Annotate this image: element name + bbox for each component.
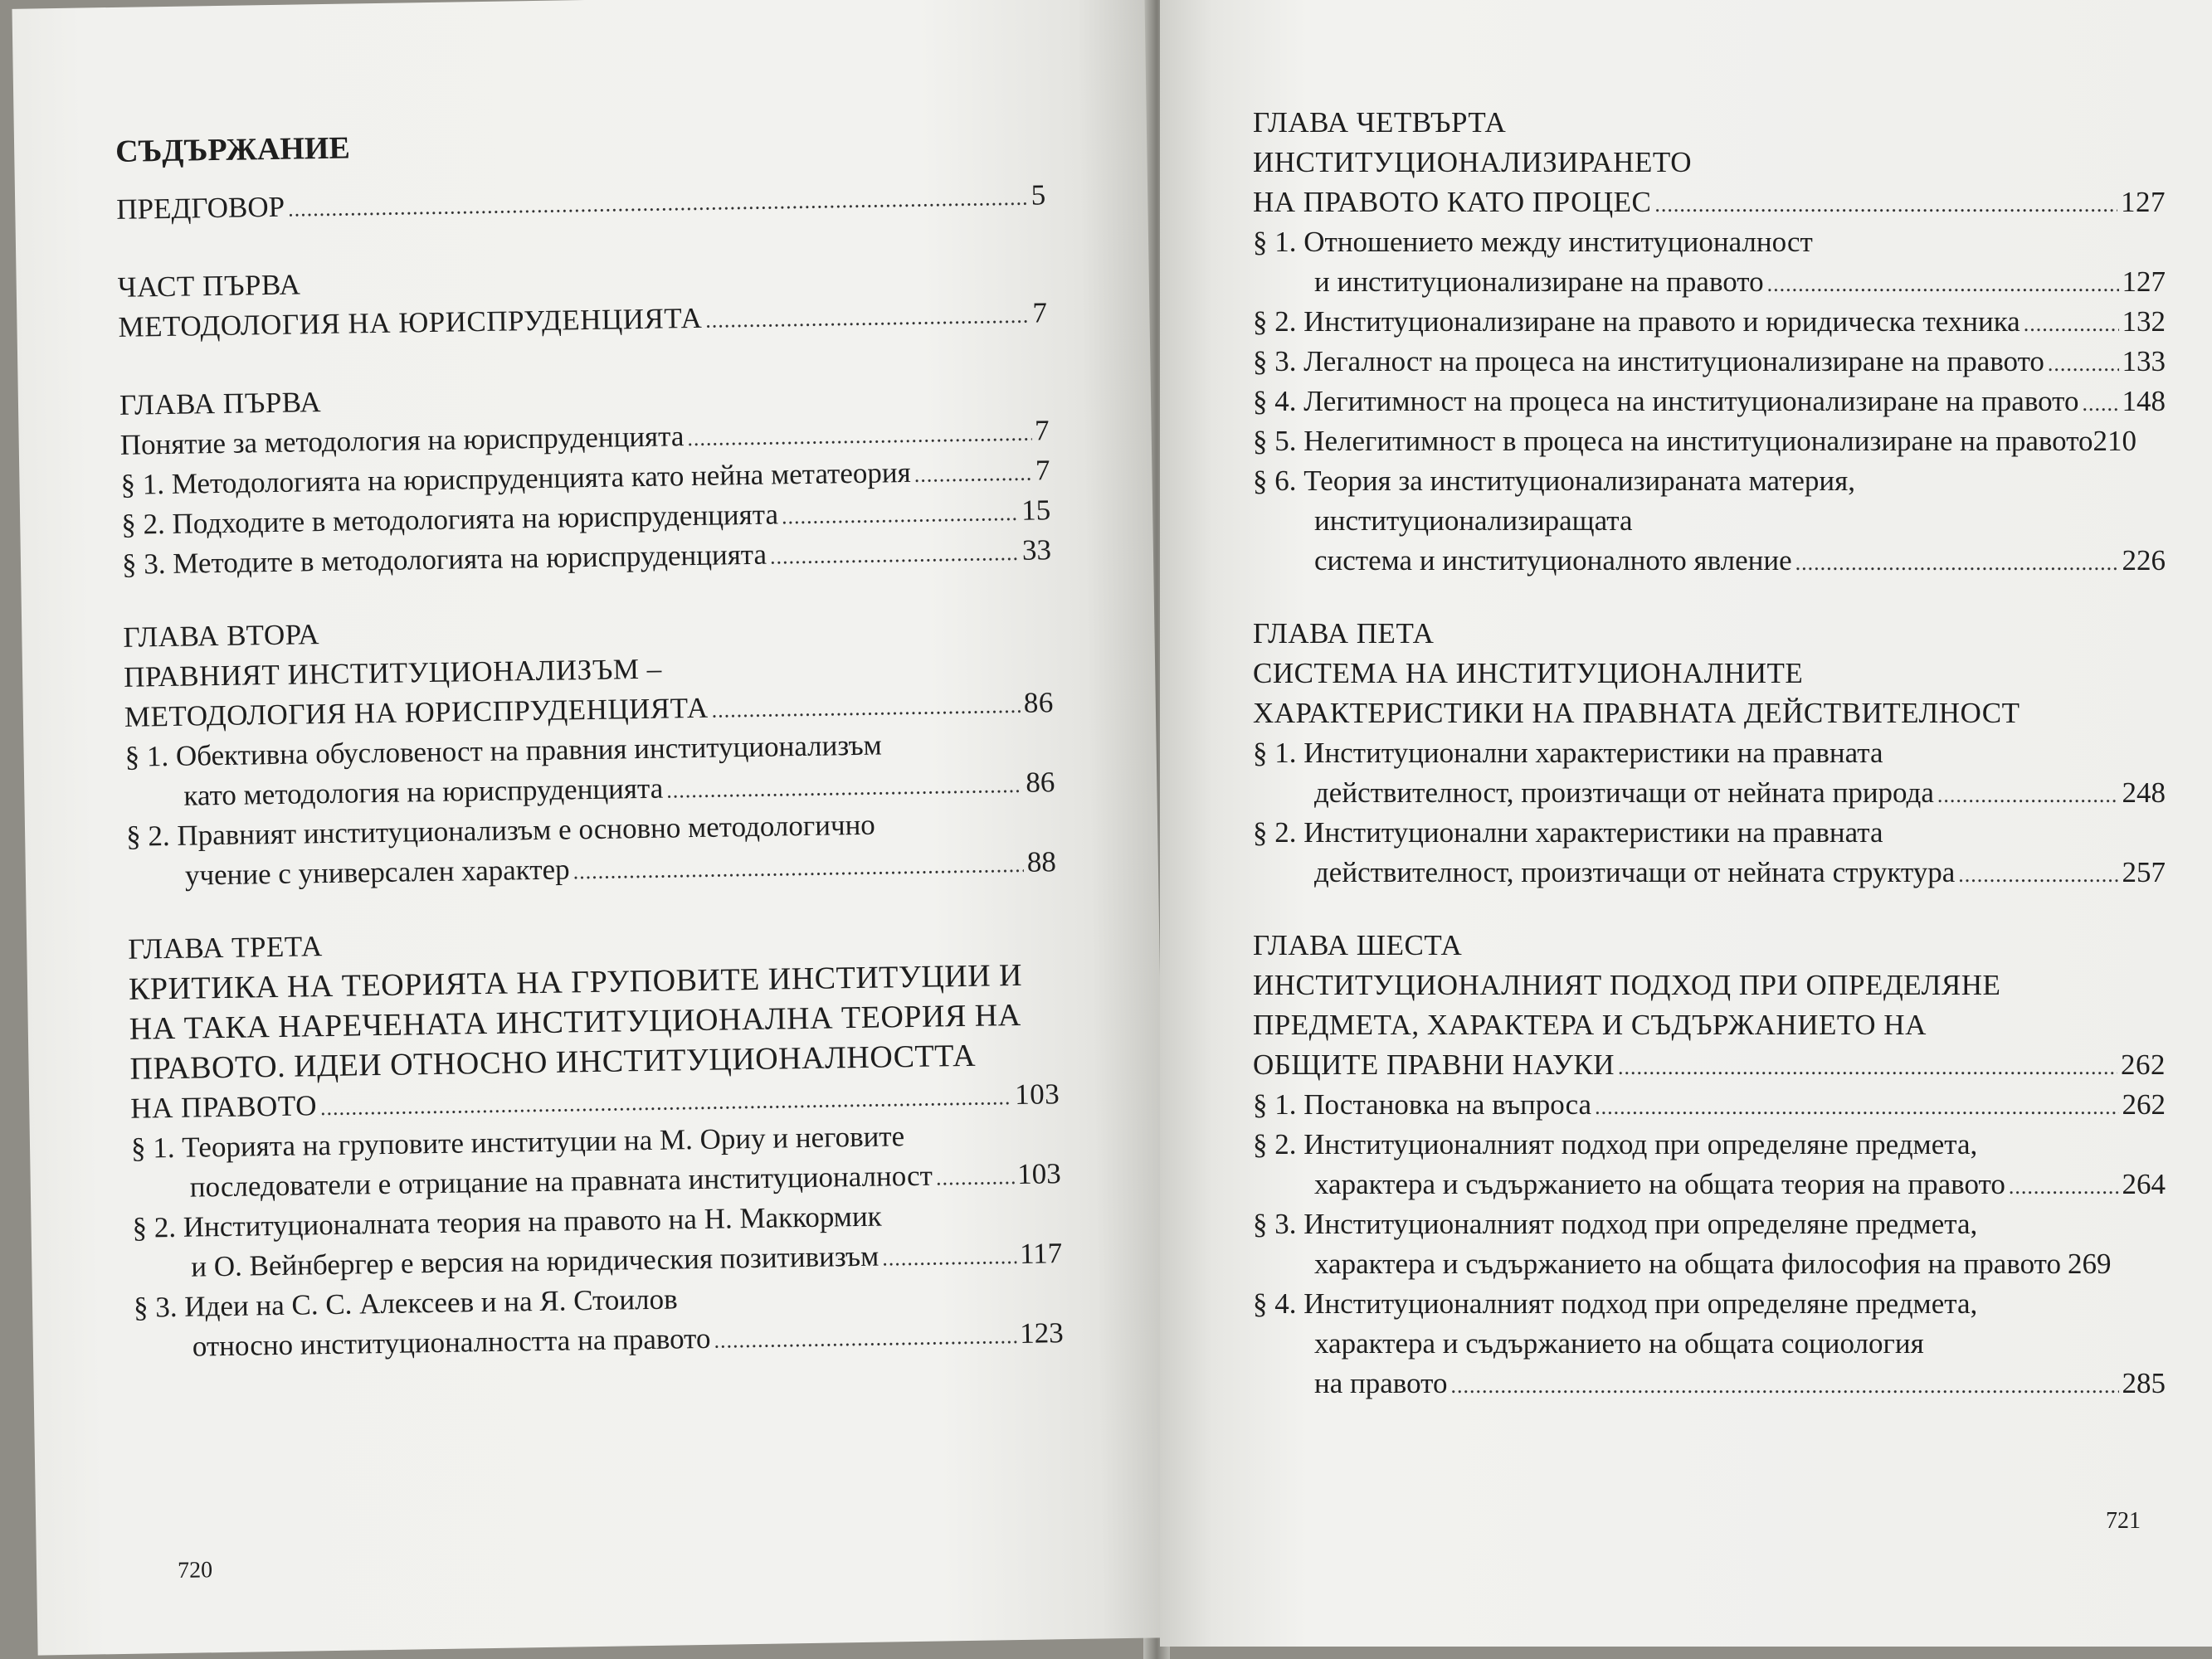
toc-page: 285 <box>2122 1367 2166 1399</box>
toc-page: 148 <box>2122 385 2166 417</box>
toc-entry-ch3-s1-line1: § 1. Теорията на груповите институции на М. Ориу и неговите <box>130 1120 905 1165</box>
leader-dots <box>1450 1366 2118 1406</box>
toc-label: § 1. Постановка на въпроса <box>1253 1088 1592 1121</box>
toc-page: 7 <box>1035 454 1050 487</box>
toc-page: 248 <box>2122 776 2166 809</box>
left-page <box>12 0 1170 1656</box>
toc-label: система и институционалното явление <box>1314 544 1792 577</box>
toc-entry-ch6-s4[interactable] <box>1253 1364 2166 1404</box>
toc-entry-ch4-s3[interactable] <box>1253 342 2166 382</box>
toc-label: § 3. Методите в методологията на юриспруденцията <box>121 538 767 581</box>
chapter-three-heading: ГЛАВА ТРЕТА <box>128 930 324 966</box>
toc-entry-ch5-s1[interactable] <box>1253 773 2166 813</box>
chapter-two-heading: ГЛАВА ВТОРА <box>123 618 320 654</box>
toc-page: 86 <box>1023 686 1055 719</box>
chapter-six-title-1: ИНСТИТУЦИОНАЛНИЯТ ПОДХОД ПРИ ОПРЕДЕЛЯНЕ <box>1253 969 2001 1001</box>
toc-entry-ch4-s1[interactable] <box>1253 262 2166 302</box>
toc-label: и О. Вейнбергер е версия на юридическия позитивизъм <box>191 1239 879 1283</box>
leader-dots <box>1958 855 2118 895</box>
toc-entry-ch4-s5[interactable] <box>1253 421 2166 461</box>
toc-page: 117 <box>1019 1237 1063 1270</box>
chapter-four-title: ИНСТИТУЦИОНАЛИЗИРАНЕТО <box>1253 146 1693 178</box>
leader-dots <box>2009 1167 2119 1207</box>
chapter-five-title-1: СИСТЕМА НА ИНСТИТУЦИОНАЛНИТЕ <box>1253 657 1804 689</box>
chapter-three-title-3: ПРАВОТО. ИДЕИ ОТНОСНО ИНСТИТУЦИОНАЛНОСТТА <box>129 1038 977 1087</box>
leader-dots <box>572 845 1024 893</box>
toc-label: § 3. Легалност на процеса на институционализиране на правото <box>1253 345 2044 377</box>
toc-entry-predgovor[interactable] <box>116 175 1046 230</box>
leader-dots <box>882 1237 1017 1279</box>
toc-entry-ch6-s3-line1: § 3. Институционалният подход при определяне предмета, <box>1253 1208 1978 1240</box>
part-one-heading: ЧАСТ ПЪРВА <box>117 268 301 304</box>
chapter-three-title-2: НА ТАКА НАРЕЧЕНАТА ИНСТИТУЦИОНАЛНА ТЕОРИЯ НА <box>129 997 1021 1047</box>
toc-entry-ch3-s3-line1: § 3. Идеи на С. С. Алексеев и на Я. Стоилов <box>133 1282 678 1324</box>
toc-label: действителност, произтичащи от нейната структура <box>1314 856 1956 888</box>
toc-label: като методология на юриспруденцията <box>183 771 664 812</box>
toc-page: 103 <box>1016 1157 1062 1190</box>
leader-dots <box>1595 1087 2118 1127</box>
toc-entry-ch4-s1-line1: § 1. Отношението между институционалност <box>1253 226 1813 258</box>
toc-label: последователи е отрицание на правната институционалност <box>189 1159 933 1204</box>
chapter-six-title-2: ПРЕДМЕТА, ХАРАКТЕРА И СЪДЪРЖАНИЕТО НА <box>1253 1009 1927 1041</box>
chapter-six-heading: ГЛАВА ШЕСТА <box>1253 929 1463 961</box>
toc-entry-ch4-s2[interactable] <box>1253 302 2166 342</box>
chapter-four-heading: ГЛАВА ЧЕТВЪРТА <box>1253 106 1507 139</box>
toc-entry-ch4-s4[interactable] <box>1253 382 2166 421</box>
right-page <box>1160 0 2212 1647</box>
toc-entry-ch5-s2-line1: § 2. Институционални характеристики на правната <box>1253 816 1883 849</box>
chapter-five-heading: ГЛАВА ПЕТА <box>1253 617 1435 649</box>
toc-entry-ch3-s2-line1: § 2. Институционалната теория на правото на Н. Маккормик <box>132 1199 882 1244</box>
toc-page: 132 <box>2122 305 2166 338</box>
toc-page: 123 <box>1019 1316 1065 1350</box>
toc-entry-ch6-s3[interactable] <box>1253 1244 2166 1284</box>
toc-label: на правото <box>1314 1367 1448 1399</box>
chapter-three-title-1: КРИТИКА НА ТЕОРИЯТА НА ГРУПОВИТЕ ИНСТИТУЦИИ И <box>128 957 1023 1007</box>
toc-entry-ch5-s1-line1: § 1. Институционални характеристики на правната <box>1253 737 1883 769</box>
toc-label: ОБЩИТЕ ПРАВНИ НАУКИ <box>1253 1048 1615 1081</box>
toc-entry-ch6[interactable] <box>1253 1045 2166 1085</box>
toc-page: 15 <box>1021 494 1051 527</box>
toc-label: § 4. Легитимност на процеса на институционализиране на правото <box>1253 385 2079 417</box>
toc-page: 127 <box>2121 186 2166 218</box>
leader-dots <box>288 178 1028 230</box>
toc-page: 7 <box>1034 414 1050 447</box>
toc-entry-ch6-s2-line1: § 2. Институционалният подход при определяне предмета, <box>1253 1128 1978 1160</box>
toc-entry-ch4[interactable] <box>1253 182 2166 222</box>
toc-label: НА ПРАВОТО <box>130 1089 318 1125</box>
toc-label: и институционализиране на правото <box>1314 265 1764 298</box>
chapter-five-title-2: ХАРАКТЕРИСТИКИ НА ПРАВНАТА ДЕЙСТВИТЕЛНОСТ <box>1253 697 2020 729</box>
toc-label: учение с универсален характер <box>184 853 570 892</box>
toc-label: § 2. Институционализиране на правото и юридическа техника <box>1253 305 2020 338</box>
toc-entry-ch4-s6[interactable] <box>1253 541 2166 581</box>
toc-entry-ch6-s4-line2: характера и съдържанието на общата социология <box>1314 1327 1924 1360</box>
leader-dots <box>705 296 1030 341</box>
toc-page: 262 <box>2122 1088 2166 1121</box>
leader-dots <box>936 1157 1015 1198</box>
toc-page: 133 <box>2122 345 2166 377</box>
toc-entry-ch5-s2[interactable] <box>1253 853 2166 893</box>
leader-dots <box>1937 776 2119 815</box>
toc-page: 86 <box>1025 766 1055 799</box>
toc-label: МЕТОДОЛОГИЯ НА ЮРИСПРУДЕНЦИЯТА <box>118 301 703 343</box>
toc-entry-ch6-s4-line1: § 4. Институционалният подход при определяне предмета, <box>1253 1287 1978 1320</box>
leader-dots <box>914 454 1032 495</box>
toc-page: 264 <box>2122 1168 2166 1200</box>
toc-page: 88 <box>1026 845 1057 878</box>
toc-entry-ch6-s1[interactable] <box>1253 1085 2166 1125</box>
leader-dots <box>2083 384 2119 424</box>
toc-label: относно институционалността на правото <box>192 1321 711 1363</box>
leader-dots <box>1795 543 2119 583</box>
leader-dots <box>2048 344 2119 384</box>
toc-label: характера и съдържанието на общата философия на правото <box>1314 1248 2061 1280</box>
toc-label: МЕТОДОЛОГИЯ НА ЮРИСПРУДЕНЦИЯТА <box>124 691 709 733</box>
toc-label: ПРЕДГОВОР <box>115 190 285 226</box>
toc-label: НА ПРАВОТО КАТО ПРОЦЕС <box>1253 186 1652 218</box>
page-number-left: 720 <box>177 1557 213 1584</box>
contents-block-left <box>115 117 1064 1367</box>
contents-block-right <box>1253 103 2166 1404</box>
toc-label: действителност, произтичащи от нейната природа <box>1314 776 1934 809</box>
toc-entry-ch2-s2-line1: § 2. Правният институционализъм е основно методологично <box>125 808 876 853</box>
toc-label: § 2. Подходите в методологията на юриспруденцията <box>120 498 779 541</box>
leader-dots <box>1618 1048 2117 1087</box>
contents-title: СЪДЪРЖАНИЕ <box>114 130 351 169</box>
toc-entry-ch4-s6-line2: институционализиращата <box>1314 504 1633 537</box>
chapter-two-title: ПРАВНИЯТ ИНСТИТУЦИОНАЛИЗЪМ – <box>123 652 663 693</box>
toc-entry-ch2-s1-line1: § 1. Обективна обусловеност на правния институционализъм <box>124 728 883 773</box>
toc-label: § 5. Нелегитимност в процеса на институционализиране на правото <box>1253 425 2093 457</box>
toc-page: 103 <box>1014 1078 1060 1112</box>
toc-page: 127 <box>2122 265 2166 298</box>
leader-dots <box>770 533 1020 577</box>
toc-page: 33 <box>1021 533 1052 567</box>
toc-label: Понятие за методология на юриспруденцията <box>119 420 685 461</box>
toc-entry-ch4-s6-line1: § 6. Теория за институционализираната материя, <box>1253 465 1856 497</box>
toc-page: 210 <box>2093 425 2137 457</box>
page-number-right: 721 <box>2106 1508 2141 1534</box>
leader-dots <box>714 1316 1017 1361</box>
leader-dots <box>1767 265 2119 304</box>
toc-page: 7 <box>1032 296 1048 329</box>
leader-dots <box>1654 185 2117 225</box>
chapter-one-heading: ГЛАВА ПЪРВА <box>119 386 322 421</box>
toc-page: 257 <box>2122 856 2166 888</box>
toc-label: характера и съдържанието на общата теория на правото <box>1314 1168 2005 1200</box>
toc-page: 226 <box>2122 544 2166 577</box>
toc-page: 262 <box>2121 1048 2166 1081</box>
toc-label: § 1. Методологията на юриспруденцията като нейна метатеория <box>120 455 912 501</box>
leader-dots <box>782 494 1019 537</box>
toc-page: 5 <box>1030 178 1046 212</box>
toc-entry-ch6-s2[interactable] <box>1253 1165 2166 1204</box>
leader-dots <box>2024 304 2119 344</box>
toc-page: 269 <box>2067 1248 2112 1280</box>
